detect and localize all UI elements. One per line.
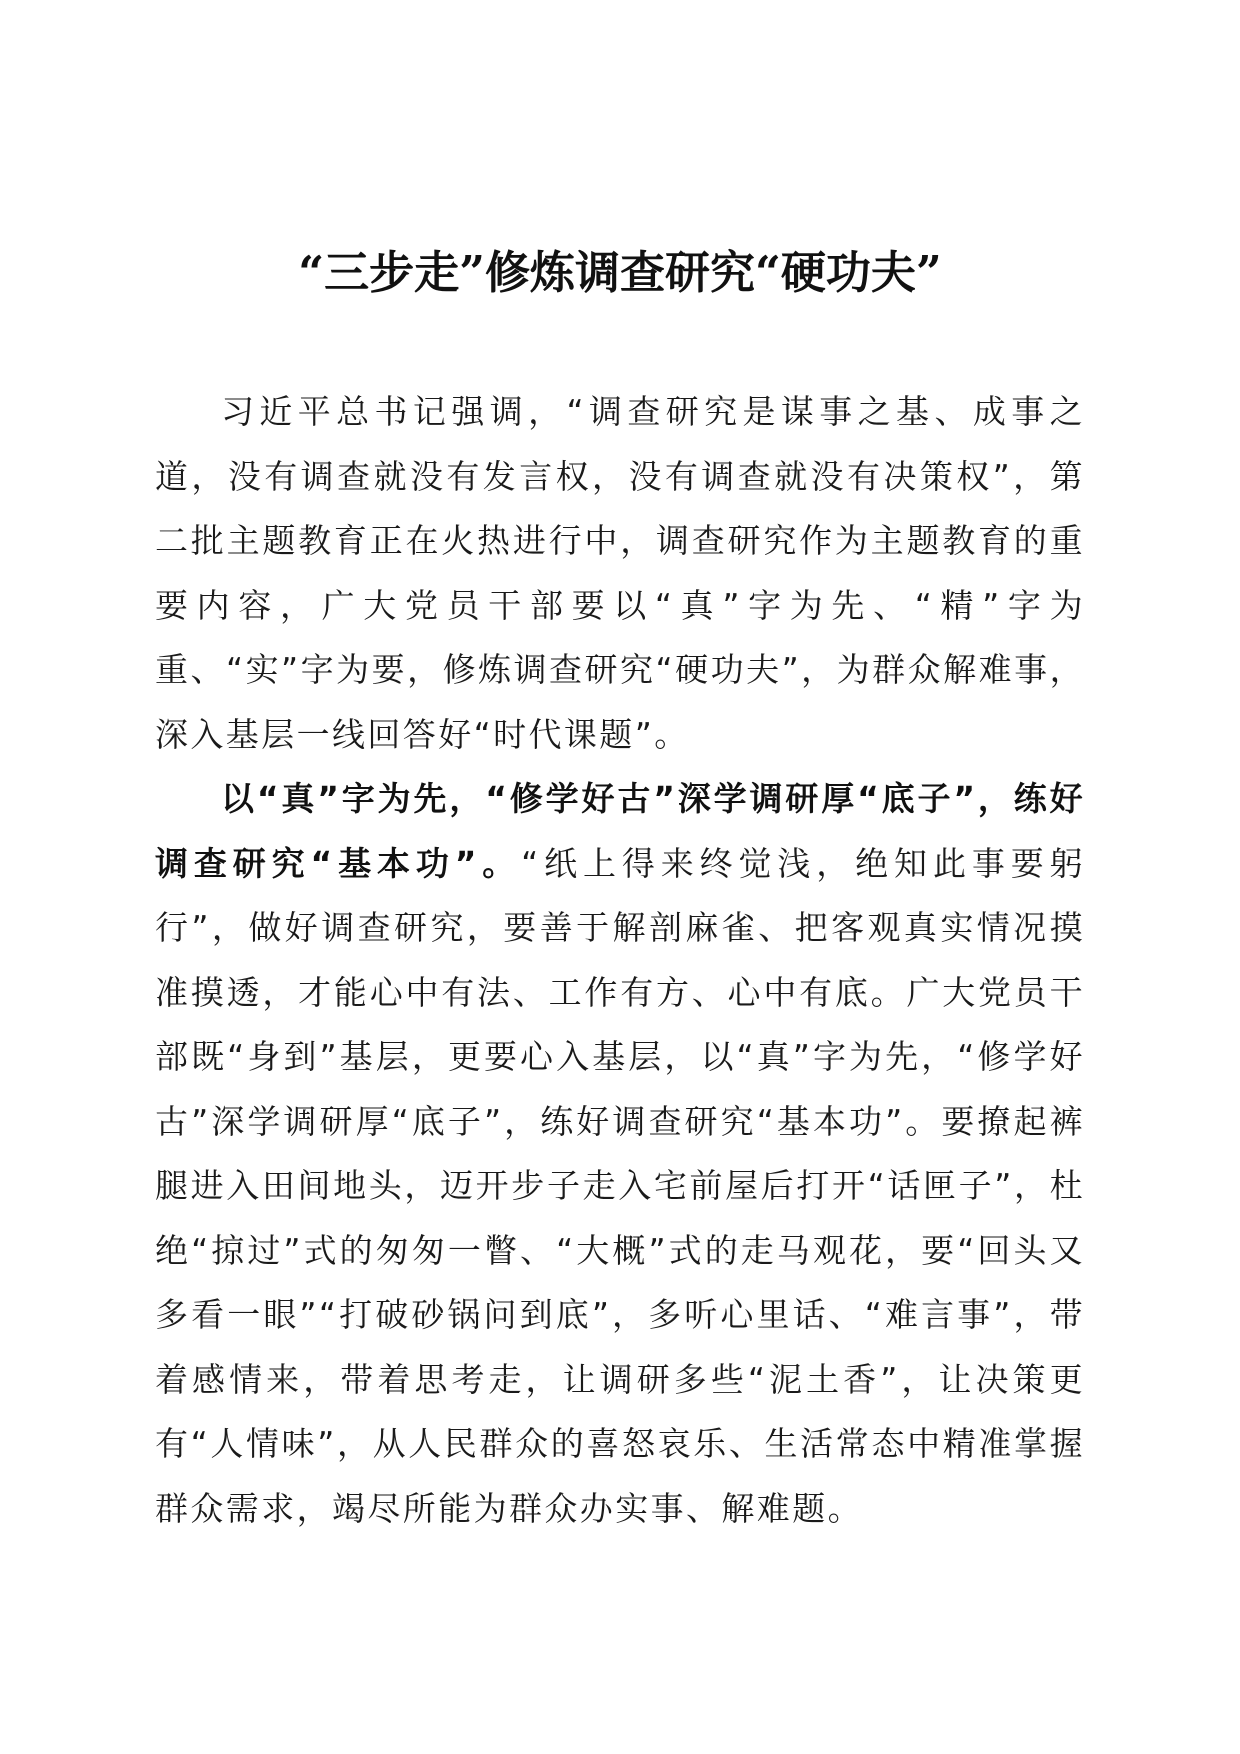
paragraph-lead-heading: 以“真”字为先，“修学好古”深学调研厚“底子”，练好调查研究“基本功”。 <box>155 779 1085 883</box>
paragraph-text: 习近平总书记强调，“调查研究是谋事之基、成事之道，没有调查就没有发言权，没有调查就没有决策权”，第二批主题教育正在火热进行中，调查研究作为主题教育的重要内容，广大党员干部要以“真”字为先、“精”字为重、“实”字为要，修炼调查研究“硬功夫”，为群众解难事，深入基层一线回答好“时代课题”。 <box>155 392 1085 754</box>
paragraph-section-1 <box>155 767 1085 1541</box>
document-body <box>155 380 1085 1541</box>
paragraph-intro <box>155 380 1085 767</box>
document-title: “三步走”修炼调查研究“硬功夫” <box>298 246 942 299</box>
paragraph-text: “纸上得来终觉浅，绝知此事要躬行”，做好调查研究，要善于解剖麻雀、把客观真实情况摸准摸透，才能心中有法、工作有方、心中有底。广大党员干部既“身到”基层，更要心入基层，以“真”字为先，“修学好古”深学调研厚“底子”，练好调查研究“基本功”。要撩起裤腿进入田间地头，迈开步子走入宅前屋后打开“话匣子”，杜绝“掠过”式的匆匆一瞥、“大概”式的走马观花，要“回头又多看一眼”“打破砂锅问到底”，多听心里话、“难言事”，带着感情来，带着思考走，让调研多些“泥土香”，让决策更有“人情味”，从人民群众的喜怒哀乐、生活常态中精准掌握群众需求，竭尽所能为群众办实事、解难题。 <box>155 843 1085 1528</box>
